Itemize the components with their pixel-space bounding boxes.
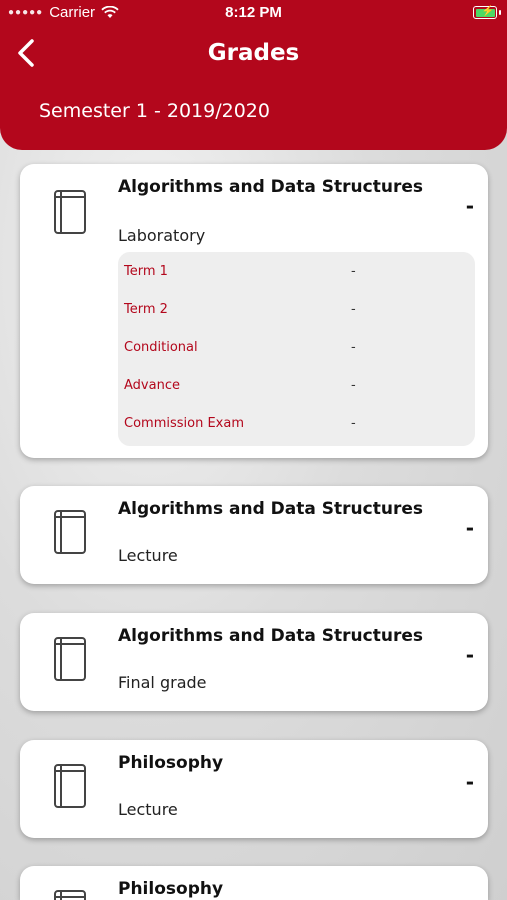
book-icon — [52, 635, 88, 683]
subgrade-value: - — [351, 378, 356, 393]
subgrade-label: Term 1 — [124, 264, 168, 279]
book-icon — [52, 508, 88, 556]
course-name: Algorithms and Data Structures — [118, 499, 423, 519]
subgrade-row — [118, 340, 475, 360]
course-name: Algorithms and Data Structures — [118, 177, 423, 197]
book-icon — [52, 762, 88, 810]
semester-label: Semester 1 - 2019/2020 — [39, 100, 270, 122]
course-name: Philosophy — [118, 753, 224, 773]
course-card[interactable] — [20, 866, 488, 900]
course-card[interactable] — [20, 613, 488, 711]
subgrade-value: - — [351, 264, 356, 279]
header — [0, 0, 507, 150]
page-title: Grades — [207, 40, 300, 66]
signal-icon: ●●●●● — [8, 7, 44, 18]
subgrade-value: - — [351, 302, 356, 317]
course-name: Algorithms and Data Structures — [118, 626, 423, 646]
book-icon — [52, 188, 88, 236]
battery-icon: ⚡ — [473, 6, 497, 19]
subgrade-label: Term 2 — [124, 302, 168, 317]
subgrade-value: - — [351, 340, 356, 355]
subgrade-label: Commission Exam — [124, 416, 244, 431]
course-type: Lecture — [118, 800, 178, 819]
course-type: Laboratory — [118, 226, 206, 245]
subgrade-label: Conditional — [124, 340, 198, 355]
course-grade: - — [465, 194, 474, 218]
subgrade-row — [118, 378, 475, 398]
subgrade-row — [118, 416, 475, 436]
subgrade-label: Advance — [124, 378, 180, 393]
subgrades-panel — [118, 252, 475, 446]
course-grade: - — [465, 516, 474, 540]
course-grade: - — [465, 770, 474, 794]
carrier-label: Carrier — [49, 4, 96, 21]
status-time: 8:12 PM — [225, 4, 282, 21]
course-card[interactable] — [20, 486, 488, 584]
course-type: Final grade — [118, 673, 207, 692]
course-grade: - — [465, 643, 474, 667]
subgrade-row — [118, 302, 475, 322]
course-card[interactable] — [20, 740, 488, 838]
subgrade-value: - — [351, 416, 356, 431]
book-icon — [52, 888, 88, 900]
subgrade-row — [118, 264, 475, 284]
course-card[interactable] — [20, 164, 488, 458]
course-name: Philosophy — [118, 879, 224, 899]
course-type: Lecture — [118, 546, 178, 565]
status-bar — [0, 0, 507, 26]
